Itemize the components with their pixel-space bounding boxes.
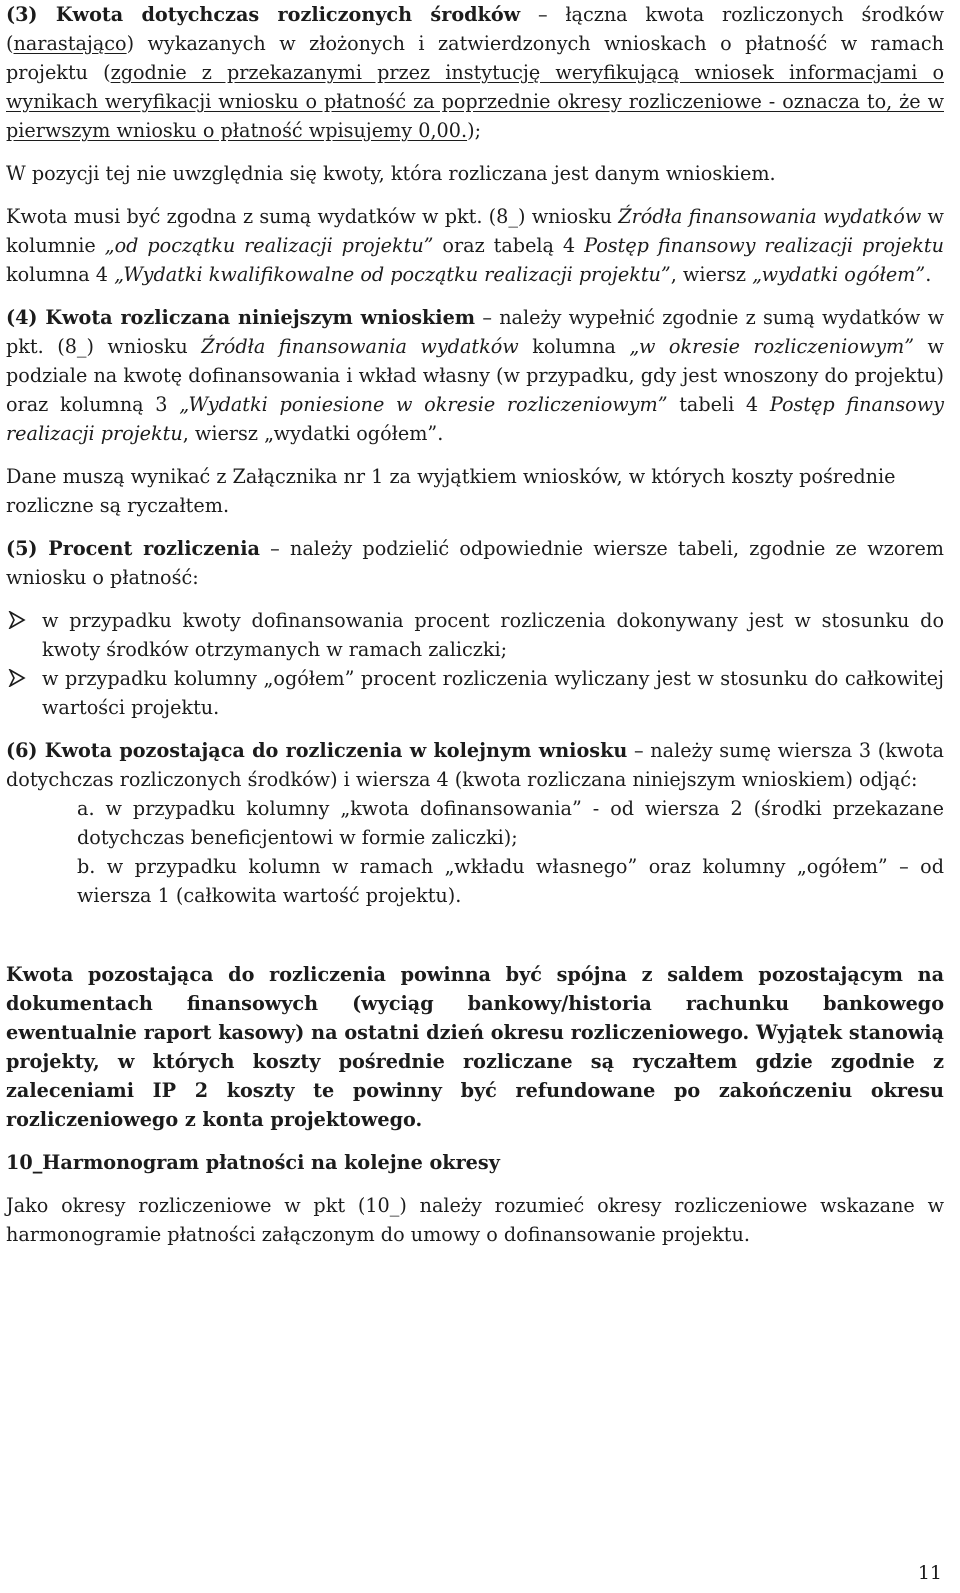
section-3-end: ); xyxy=(467,119,482,142)
section-3-underlined-text: zgodnie z przekazanymi przez instytucję weryfikującą wniosek informacjami o wynikach weryfikacji wniosku o płatność za poprzednie okresy rozliczeniowe - oznacza to, że w pierwszym wniosku o płatność wpisujemy 0,00. xyxy=(6,61,945,142)
section-5-title: (5) Procent rozliczenia xyxy=(6,537,260,560)
section-4-text: , wiersz „wydatki ogółem”. xyxy=(182,422,444,445)
section-3-title: (3) Kwota dotychczas rozliczonych środków xyxy=(6,3,521,26)
note-text: kolumna 4 xyxy=(6,263,115,286)
section-4-italic: Źródła finansowania wydatków xyxy=(201,335,519,358)
page-number: 11 xyxy=(917,1562,942,1584)
section-4-italic: „w okresie rozliczeniowym” xyxy=(629,335,915,358)
section-3-note-2 xyxy=(6,202,944,289)
bullet-item xyxy=(6,606,944,664)
section-3-underlined-word: narastająco xyxy=(13,32,127,55)
note-italic: „od początku realizacji projektu” xyxy=(104,234,434,257)
note-italic: „Wydatki kwalifikowalne od początku realizacji projektu” xyxy=(114,263,671,286)
bullet-text: w przypadku kwoty dofinansowania procent rozliczenia dokonywany jest w stosunku do kwoty środków otrzymanych w ramach zaliczki; xyxy=(42,609,944,661)
section-3-text-2: ) wykazanych w złożonych i zatwierdzonych wnioskach o płatność w ramach projektu ( xyxy=(6,32,944,84)
bold-note xyxy=(6,960,944,1134)
section-4-italic: „Wydatki poniesione w okresie rozliczeniowym” xyxy=(179,393,668,416)
list-letter: b. xyxy=(77,855,96,878)
arrowhead-bullet-icon xyxy=(8,611,26,629)
section-10-heading xyxy=(6,1148,944,1177)
note-text: . xyxy=(925,263,932,286)
list-text: w przypadku kolumny „kwota dofinansowania” - od wiersza 2 (środki przekazane dotychczas beneficjentowi w formie zaliczki); xyxy=(77,797,944,849)
section-4-text: tabeli 4 xyxy=(667,393,770,416)
note-text: w kolumnie xyxy=(6,205,944,257)
list-letter: a. xyxy=(77,797,95,820)
section-4-text: w podziale na kwotę dofinansowania i wkład własny (w przypadku, gdy jest wnoszony do projektu) oraz kolumną 3 xyxy=(6,335,944,416)
note-text: , wiersz xyxy=(670,263,753,286)
section-4-italic: Postęp finansowy realizacji projektu xyxy=(6,393,944,445)
list-item-b xyxy=(6,852,944,910)
section-6-title: (6) Kwota pozostająca do rozliczenia w kolejnym wniosku xyxy=(6,739,628,762)
section-5-intro: – należy podzielić odpowiednie wiersze tabeli, zgodnie ze wzorem wniosku o płatność: xyxy=(6,537,944,589)
section-4-text: kolumna xyxy=(518,335,630,358)
section-3-text: – łączna kwota rozliczonych środków ( xyxy=(6,3,944,55)
section-6-paragraph xyxy=(6,736,944,794)
note-text: Kwota musi być zgodna z sumą wydatków w pkt. (8_) wniosku xyxy=(6,205,619,228)
list-item-a xyxy=(6,794,944,852)
bullet-item xyxy=(6,664,944,722)
note-italic: Źródła finansowania wydatków xyxy=(618,205,922,228)
section-4-paragraph xyxy=(6,303,944,448)
section-4-title: (4) Kwota rozliczana niniejszym wnioskiem xyxy=(6,306,476,329)
section-10-heading-text: 10_Harmonogram płatności na kolejne okresy xyxy=(6,1151,500,1174)
section-3-paragraph xyxy=(6,0,944,145)
arrowhead-bullet-icon xyxy=(8,669,26,687)
list-text: w przypadku kolumn w ramach „wkładu własnego” oraz kolumny „ogółem” – od wiersza 1 (całkowita wartość projektu). xyxy=(77,855,944,907)
bold-note-text: Kwota pozostająca do rozliczenia powinna być spójna z saldem pozostającym na dokumentach finansowych (wyciąg bankowy/historia rachunku bankowego ewentualnie raport kasowy) na ostatni dzień okresu rozliczeniowego. Wyjątek stanowią projekty, w których koszty pośrednie rozliczane są ryczałtem gdzie zgodnie z zaleceniami IP 2 koszty te powinny być refundowane po zakończeniu okresu rozliczeniowego z konta projektowego. xyxy=(6,963,944,1131)
section-5-paragraph xyxy=(6,534,944,592)
note-italic: Postęp finansowy realizacji projektu xyxy=(584,234,944,257)
section-4-note: Dane muszą wynikać z Załącznika nr 1 za wyjątkiem wniosków, w których koszty pośrednie rozliczne są ryczałtem. xyxy=(6,465,896,517)
document-page xyxy=(6,0,944,1249)
bullet-text: w przypadku kolumny „ogółem” procent rozliczenia wyliczany jest w stosunku do całkowitej wartości projektu. xyxy=(42,667,944,719)
note-text: oraz tabelą 4 xyxy=(433,234,585,257)
section-6-intro: – należy sumę wiersza 3 (kwota dotychczas rozliczonych środków) i wiersza 4 (kwota rozliczana niniejszym wnioskiem) odjąć: xyxy=(6,739,944,791)
section-4-text: – należy wypełnić zgodnie z sumą wydatków w pkt. (8_) wniosku xyxy=(6,306,944,358)
section-10-text: Jako okresy rozliczeniowe w pkt (10_) należy rozumieć okresy rozliczeniowe wskazane w harmonogramie płatności załączonym do umowy o dofinansowanie projektu. xyxy=(6,1194,944,1246)
note-italic: „wydatki ogółem” xyxy=(752,263,926,286)
section-3-note-1: W pozycji tej nie uwzględnia się kwoty, która rozliczana jest danym wnioskiem. xyxy=(6,162,776,185)
